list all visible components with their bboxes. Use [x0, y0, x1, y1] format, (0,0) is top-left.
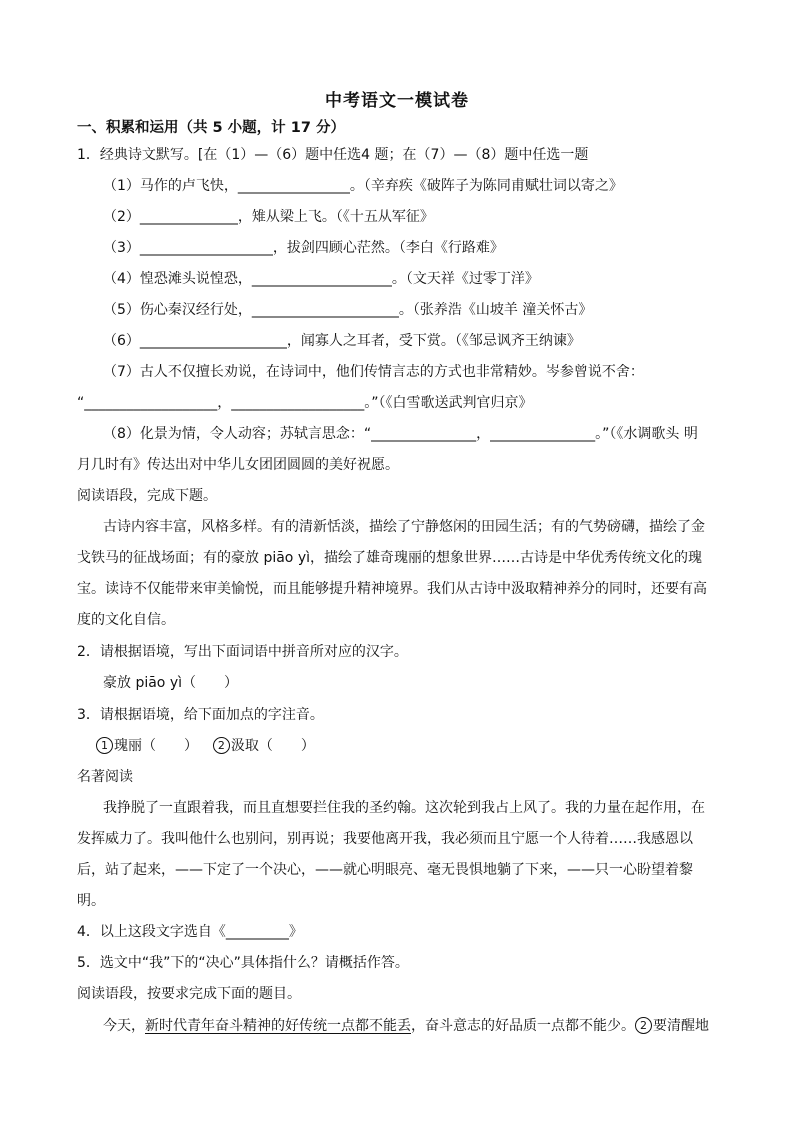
classics-heading: 名著阅读	[77, 769, 133, 785]
reading2-line-1	[103, 1016, 767, 1036]
reading1-line-4: 度的文化自信。	[77, 612, 175, 628]
q1-item-4: （4）惶恐滩头说惶恐，____________________。（文天祥《过零丁洋》	[103, 271, 539, 287]
q1-item-7: （7）古人不仅擅长劝说，在诗词中，他们传情言志的方式也非常精妙。岑参曾说不舍：	[103, 364, 644, 380]
q1-item-6: （6）_____________________，闻寡人之耳者，受下赏。（《邹忌讽齐王纳谏》	[103, 333, 581, 349]
page-title: 中考语文一模试卷	[325, 91, 469, 111]
q4-stem: 4．以上这段文字选自《_________》	[77, 924, 303, 940]
q1-stem: 1．经典诗文默写。[在（1）—（6）题中任选4 题；在（7）—（8）题中任选一题	[77, 147, 589, 163]
q1-item-2: （2）______________，雉从梁上飞。（《十五从军征》	[103, 209, 434, 225]
circled-number-2: 2	[635, 1017, 652, 1034]
classics-line-1: 我挣脱了一直跟着我，而且直想要拦住我的圣约翰。这次轮到我占上风了。我的力量在起作用，在	[103, 800, 705, 816]
q3-items	[96, 736, 760, 756]
q1-item-1: （1）马作的卢飞快，________________。（辛弃疾《破阵子为陈同甫赋壮词以寄之》	[103, 178, 623, 194]
reading1-line-3: 宝。读诗不仅能带来审美愉悦，而且能够提升精神境界。我们从古诗中汲取精神养分的同时，还要有高	[77, 581, 707, 597]
q2-stem: 2．请根据语境，写出下面词语中拼音所对应的汉字。	[77, 644, 408, 660]
circled-number-2: 2	[213, 737, 230, 754]
reading2-prefix: 今天，	[103, 1018, 145, 1034]
q3-item-2: 汲取（ ）	[230, 738, 315, 754]
q3-item-1: 瑰丽（ ）	[114, 738, 198, 754]
reading2-tail: 要清醒地	[653, 1018, 709, 1034]
q2-item: 豪放 piāo yì（ ）	[103, 675, 238, 691]
q5-stem: 5．选文中“我”下的“决心”具体指什么？请概括作答。	[77, 955, 409, 971]
classics-line-2: 发挥威力了。我叫他什么也别问，别再说；我要他离开我，我必须而且宁愿一个人待着……我感恩以	[77, 831, 693, 847]
reading1-line-1: 古诗内容丰富，风格多样。有的清新恬淡，描绘了宁静悠闲的田园生活；有的气势磅礴，描绘了金	[103, 519, 705, 535]
q1-item-5: （5）伤心秦汉经行处，_____________________。（张养浩《山坡羊 潼关怀古》	[103, 302, 593, 318]
classics-line-4: 明。	[77, 893, 105, 909]
reading2-suffix: ，奋斗意志的好品质一点都不能少。	[411, 1018, 635, 1034]
circled-number-1: 1	[96, 737, 113, 754]
reading1-line-2: 戈铁马的征战场面；有的豪放 piāo yì，描绘了雄奇瑰丽的想象世界……古诗是中华优秀传统文化的瑰	[77, 550, 702, 566]
q1-item-8: （8）化景为情，令人动容；苏轼言思念：“_______________，_______________。”（《水调歌头 明	[103, 426, 698, 442]
q3-stem: 3．请根据语境，给下面加点的字注音。	[77, 707, 324, 723]
section-heading: 一、积累和运用（共 5 小题，计 17 分）	[77, 120, 345, 136]
q1-item-3: （3）___________________，拔剑四顾心茫然。（李白《行路难》	[103, 240, 504, 256]
reading2-intro: 阅读语段，按要求完成下面的题目。	[77, 986, 301, 1002]
q1-item-7-blanks: “___________________，___________________。”（《白雪歌送武判官归京》	[77, 395, 533, 411]
classics-line-3: 后，站了起来，——下定了一个决心，——就心明眼亮、毫无畏惧地躺了下来，——只一心盼望着黎	[77, 862, 693, 878]
underlined-sentence: 新时代青年奋斗精神的好传统一点都不能丢	[145, 1018, 411, 1034]
q1-item-8-cont: 月几时有》传达出对中华儿女团团圆圆的美好祝愿。	[77, 457, 399, 473]
reading1-intro: 阅读语段，完成下题。	[77, 488, 217, 504]
